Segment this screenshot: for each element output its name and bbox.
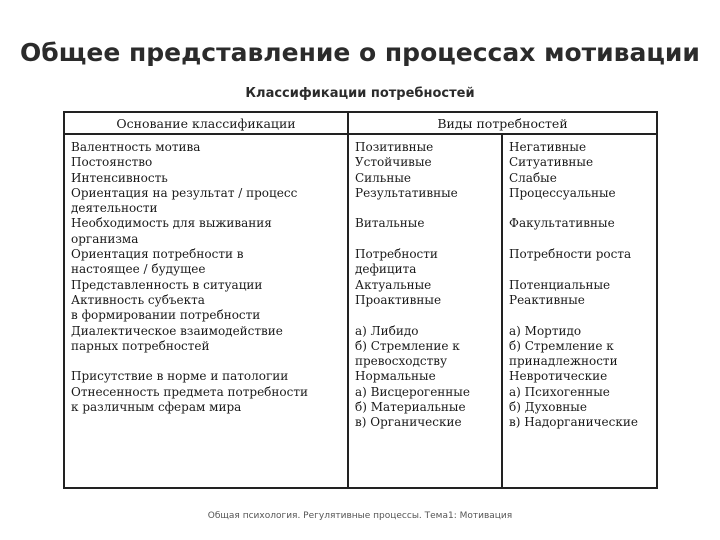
cell-line — [509, 201, 652, 216]
table-header-row — [65, 113, 656, 134]
cell-line: организма — [71, 231, 139, 246]
cell-line — [509, 431, 652, 446]
cell-line: Слабые — [509, 170, 557, 185]
cell-line — [355, 308, 497, 323]
cell-line: Ориентация потребности в — [71, 247, 244, 262]
cell-line: дефицита — [355, 262, 417, 277]
page-title: Общее представление о процессах мотивации — [20, 38, 700, 67]
cell-line — [355, 232, 497, 247]
cell-line: Интенсивность — [71, 170, 168, 185]
cell-line: настоящее / будущее — [71, 262, 206, 277]
cell-line: Представленность в ситуации — [71, 277, 263, 292]
basis-column — [65, 134, 348, 487]
cell-line: б) Стремление к — [355, 338, 460, 353]
cell-line: Присутствие в норме и патологии — [71, 369, 289, 384]
header-types: Виды потребностей — [348, 113, 656, 134]
cell-line: Процессуальные — [509, 185, 616, 200]
cell-line: Ориентация на результат / процесс — [71, 185, 298, 200]
cell-line — [509, 232, 652, 247]
cell-line — [71, 415, 343, 430]
cell-line: б) Материальные — [355, 400, 466, 415]
negative-types-column — [502, 134, 656, 487]
cell-line — [355, 201, 497, 216]
cell-line: а) Мортидо — [509, 323, 582, 338]
cell-line: а) Висцерогенные — [355, 384, 470, 399]
cell-line: б) Стремление к — [509, 338, 614, 353]
cell-line: Позитивные — [355, 140, 434, 154]
needs-classification-table — [63, 111, 658, 489]
cell-line: Реактивные — [509, 292, 585, 307]
cell-line: а) Психогенные — [509, 384, 610, 399]
cell-line: Ситуативные — [509, 155, 594, 170]
cell-line: Необходимость для выживания — [71, 216, 272, 231]
cell-line: принадлежности — [509, 354, 618, 369]
header-basis: Основание классификации — [65, 113, 348, 134]
cell-line: Факультативные — [509, 216, 615, 231]
cell-line: Потребности роста — [509, 247, 632, 262]
cell-line: б) Духовные — [509, 400, 587, 415]
cell-line: Актуальные — [355, 277, 432, 292]
cell-line: Отнесенность предмета потребности — [71, 384, 308, 399]
cell-line: Валентность мотива — [71, 140, 201, 154]
cell-line — [355, 431, 497, 446]
cell-line: Негативные — [509, 140, 587, 154]
cell-line: превосходству — [355, 354, 448, 369]
cell-line: в) Органические — [355, 415, 462, 430]
cell-line: в) Надорганические — [509, 415, 638, 430]
cell-line — [71, 431, 343, 446]
cell-line: парных потребностей — [71, 338, 210, 353]
cell-line: Проактивные — [355, 292, 442, 307]
cell-line — [71, 354, 343, 369]
positive-types-column — [348, 134, 502, 487]
cell-line: деятельности — [71, 201, 158, 216]
cell-line: Нормальные — [355, 369, 436, 384]
cell-line: в формировании потребности — [71, 308, 261, 323]
cell-line — [509, 308, 652, 323]
cell-line: Витальные — [355, 216, 425, 231]
cell-line: к различным сферам мира — [71, 400, 242, 415]
cell-line: Активность субъекта — [71, 292, 205, 307]
cell-line: Устойчивые — [355, 155, 432, 170]
cell-line: Сильные — [355, 170, 411, 185]
cell-line: а) Либидо — [355, 323, 419, 338]
cell-line: Диалектическое взаимодействие — [71, 323, 283, 338]
cell-line — [509, 262, 652, 277]
cell-line: Невротические — [509, 369, 608, 384]
cell-line: Постоянство — [71, 155, 153, 170]
page-subtitle: Классификации потребностей — [245, 86, 475, 101]
cell-line: Результативные — [355, 185, 458, 200]
footer-text: Общая психология. Регулятивные процессы. Тема1: Мотивация — [207, 511, 513, 521]
table-body-row — [65, 134, 656, 487]
cell-line: Потребности — [355, 247, 438, 262]
cell-line: Потенциальные — [509, 277, 611, 292]
